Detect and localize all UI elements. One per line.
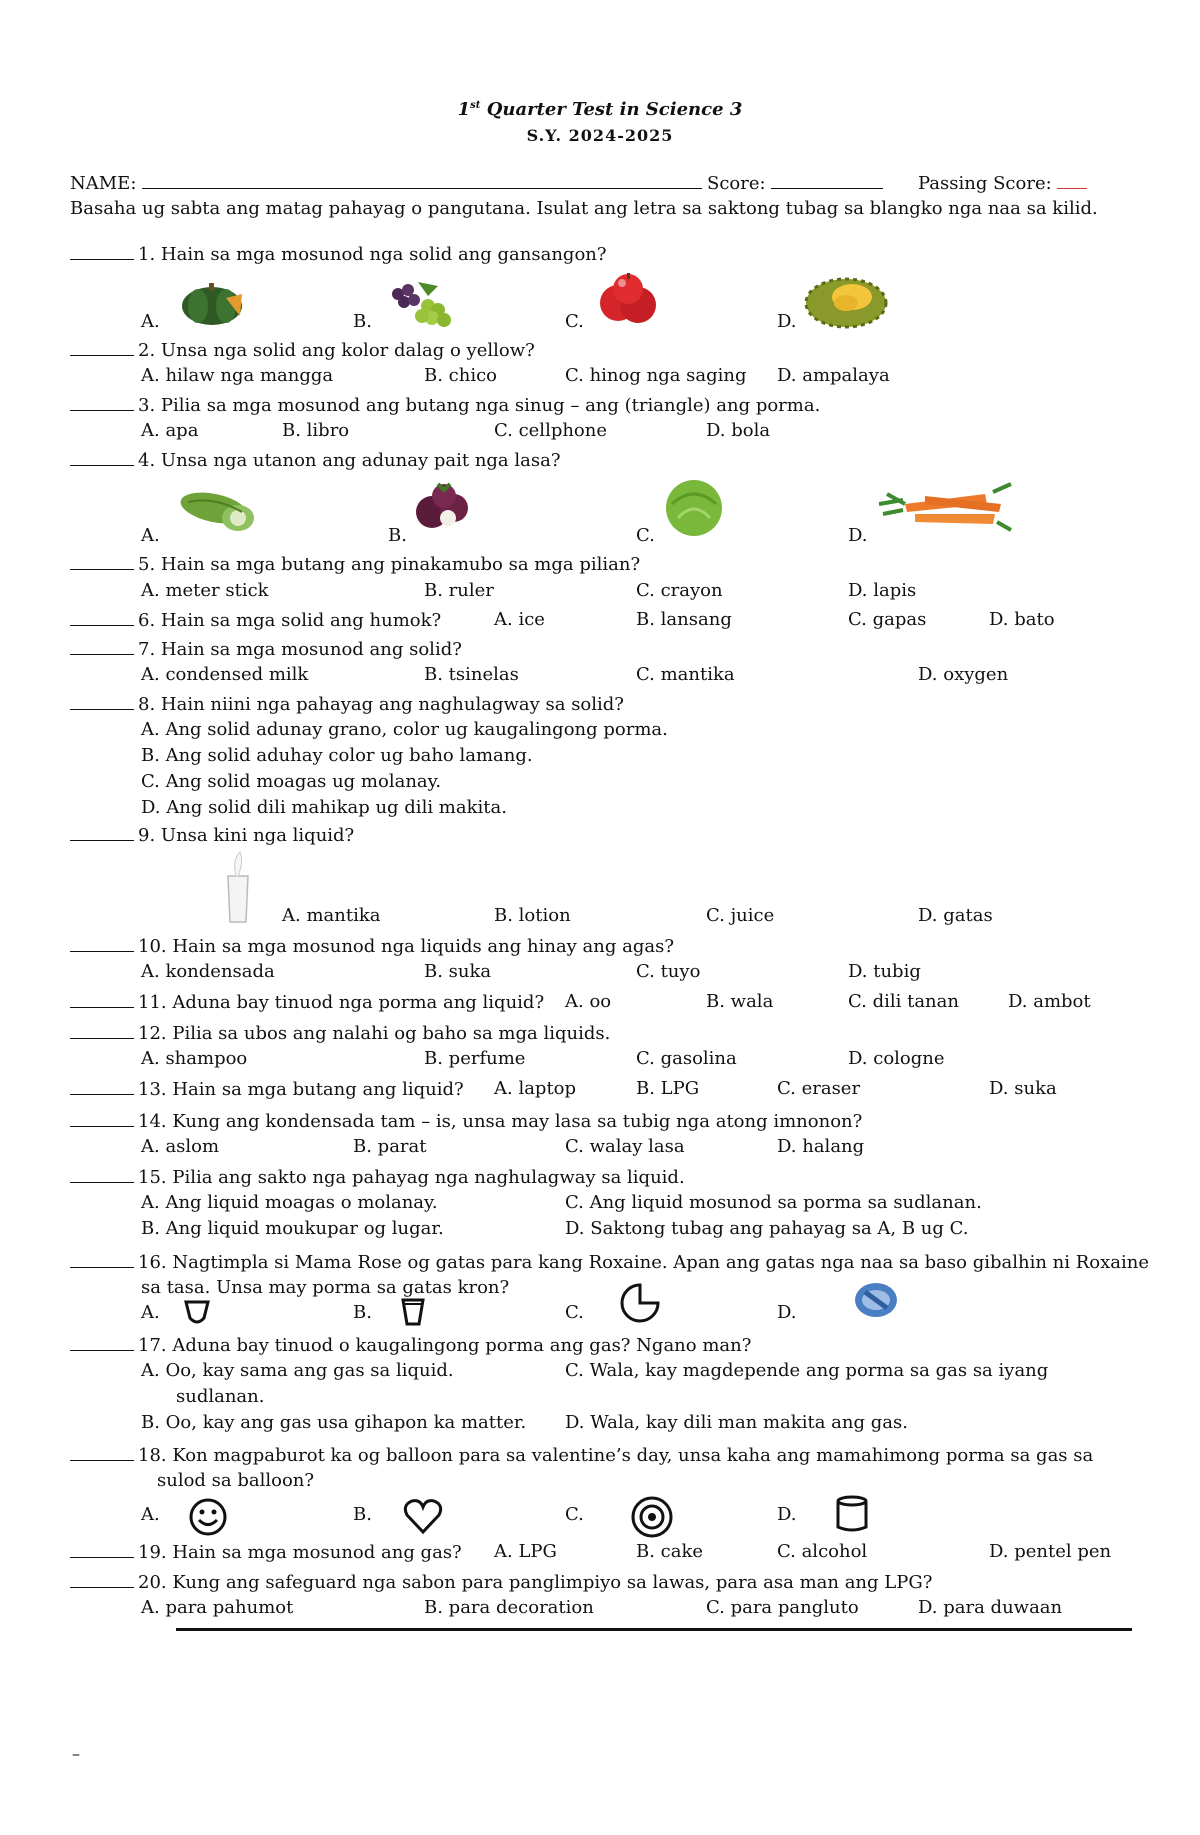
smiley-face-icon [188,1497,228,1537]
q17-option-d: D. Wala, kay dili man makita ang gas. [565,1412,908,1433]
q18-option-c: C. [565,1504,584,1525]
cup-shape-icon [182,1298,212,1328]
q5-option-b: B. ruler [424,580,494,601]
q14-option-b: B. parat [353,1136,427,1157]
q6-option-a: A. ice [494,609,545,630]
q7-option-a: A. condensed milk [141,664,309,685]
pie-shape-icon [618,1281,662,1325]
q8-option-d: D. Ang solid dili mahikap ug dili makita. [141,797,507,818]
question-13: 13. Hain sa mga butang ang liquid? [70,1078,464,1101]
q14-option-d: D. halang [777,1136,865,1157]
q1-option-b: B. [353,311,372,332]
bitter-gourd-image [178,482,262,538]
q9-option-a: A. mantika [282,905,381,926]
q11-option-c: C. dili tanan [848,991,959,1012]
q14-option-a: A. aslom [141,1136,220,1157]
q15-option-a: A. Ang liquid moagas o molanay. [141,1192,438,1213]
q12-option-b: B. perfume [424,1048,526,1069]
q1-option-d: D. [777,311,797,332]
question-8: 8. Hain niini nga pahayag ang naghulagway sa solid? [70,693,624,716]
mangosteen-image [408,476,480,536]
q19-option-c: C. alcohol [777,1541,868,1562]
q13-option-d: D. suka [989,1078,1057,1099]
q15-option-c: C. Ang liquid mosunod sa porma sa sudlanan. [565,1192,982,1213]
q16-option-d: D. [777,1302,797,1323]
q17-option-a: A. Oo, kay sama ang gas sa liquid. [141,1360,454,1381]
question-3: 3. Pilia sa mga mosunod ang butang nga sinug – ang (triangle) ang porma. [70,394,820,417]
q18-option-d: D. [777,1504,797,1525]
q4-option-c: C. [636,525,655,546]
durian-image [800,271,892,331]
score-field: Score: [707,172,887,195]
q17-option-a-cont: sudlanan. [176,1386,265,1407]
q8-option-a: A. Ang solid adunay grano, color ug kaugalingong porma. [141,719,668,740]
q6-option-d: D. bato [989,609,1055,630]
q13-option-b: B. LPG [636,1078,700,1099]
question-4: 4. Unsa nga utanon ang adunay pait nga lasa? [70,449,561,472]
q9-option-d: D. gatas [918,905,993,926]
q3-option-a: A. apa [141,420,199,441]
q11-option-b: B. wala [706,991,774,1012]
concentric-circle-icon [630,1495,674,1539]
question-10: 10. Hain sa mga mosunod nga liquids ang hinay ang agas? [70,935,674,958]
instructions: Basaha ug sabta ang matag pahayag o pangutana. Isulat ang letra sa saktong tubag sa blangko nga naa sa kilid. [70,198,1098,219]
q16-option-c: C. [565,1302,584,1323]
end-divider [176,1628,1132,1631]
question-18: 18. Kon magpaburot ka og balloon para sa valentine’s day, unsa kaha ang mamahimong porma sa gas sa [70,1444,1093,1467]
q7-option-d: D. oxygen [918,664,1009,685]
q4-option-a: A. [141,525,160,546]
grapes-image [378,276,464,330]
q18-option-b: B. [353,1504,372,1525]
question-18-cont: sulod sa balloon? [157,1470,315,1491]
q4-option-b: B. [388,525,407,546]
question-15: 15. Pilia ang sakto nga pahayag nga naghulagway sa liquid. [70,1166,685,1189]
q13-option-a: A. laptop [494,1078,577,1099]
question-5: 5. Hain sa mga butang ang pinakamubo sa mga pilian? [70,553,640,576]
question-16: 16. Nagtimpla si Mama Rose og gatas para kang Roxaine. Apan ang gatas nga naa sa baso gibalhin ni Roxaine [70,1251,1149,1274]
q8-option-c: C. Ang solid moagas ug molanay. [141,771,442,792]
q10-option-d: D. tubig [848,961,921,982]
question-1: 1. Hain sa mga mosunod nga solid ang gansangon? [70,243,607,266]
question-9: 9. Unsa kini nga liquid? [70,824,354,847]
question-16-cont: sa tasa. Unsa may porma sa gatas kron? [141,1277,510,1298]
q15-option-b: B. Ang liquid moukupar og lugar. [141,1218,444,1239]
q14-option-c: C. walay lasa [565,1136,685,1157]
carrots-image [875,474,1015,540]
q18-option-a: A. [141,1504,160,1525]
q12-option-c: C. gasolina [636,1048,737,1069]
school-year: S.Y. 2024-2025 [526,126,674,145]
q17-option-b: B. Oo, kay ang gas usa gihapon ka matter. [141,1412,527,1433]
q1-option-a: A. [141,311,160,332]
squash-image [176,276,248,328]
name-field: NAME: [70,172,706,195]
q11-option-d: D. ambot [1008,991,1091,1012]
q16-option-b: B. [353,1302,372,1323]
q5-option-a: A. meter stick [141,580,269,601]
q8-option-b: B. Ang solid aduhay color ug baho lamang. [141,745,533,766]
question-14: 14. Kung ang kondensada tam – is, unsa may lasa sa tubig nga atong imnonon? [70,1110,862,1133]
q2-option-a: A. hilaw nga mangga [141,365,334,386]
q2-option-b: B. chico [424,365,498,386]
q20-option-a: A. para pahumot [141,1597,294,1618]
q7-option-b: B. tsinelas [424,664,519,685]
apples-image [592,271,664,327]
q4-option-d: D. [848,525,868,546]
q9-option-c: C. juice [706,905,775,926]
question-17: 17. Aduna bay tinuod o kaugalingong porma ang gas? Ngano man? [70,1334,751,1357]
q19-option-d: D. pentel pen [989,1541,1112,1562]
question-6: 6. Hain sa mga solid ang humok? [70,609,441,632]
q2-option-d: D. ampalaya [777,365,890,386]
test-title: 1st Quarter Test in Science 3 [457,99,743,120]
q6-option-c: C. gapas [848,609,927,630]
no-sign-icon [852,1280,900,1320]
q20-option-b: B. para decoration [424,1597,594,1618]
heart-shape-icon [402,1496,444,1536]
q3-option-b: B. libro [282,420,350,441]
q20-option-c: C. para pangluto [706,1597,859,1618]
q7-option-c: C. mantika [636,664,735,685]
q13-option-c: C. eraser [777,1078,861,1099]
q3-option-d: D. bola [706,420,771,441]
q19-option-a: A. LPG [494,1541,557,1562]
q3-option-c: C. cellphone [494,420,608,441]
q5-option-d: D. lapis [848,580,917,601]
q6-option-b: B. lansang [636,609,732,630]
footer-mark: – [72,1744,80,1763]
q17-option-c: C. Wala, kay magdepende ang porma sa gas sa iyang [565,1360,1049,1381]
q19-option-b: B. cake [636,1541,704,1562]
cabbage-image [658,474,730,538]
q11-option-a: A. oo [565,991,612,1012]
passing-score-field: Passing Score: [918,172,1091,195]
glass-shape-icon [400,1296,426,1328]
question-12: 12. Pilia sa ubos ang nalahi og baho sa mga liquids. [70,1022,610,1045]
q9-option-b: B. lotion [494,905,571,926]
q12-option-a: A. shampoo [141,1048,248,1069]
q10-option-c: C. tuyo [636,961,701,982]
cylinder-shape-icon [834,1494,870,1534]
question-2: 2. Unsa nga solid ang kolor dalag o yellow? [70,339,535,362]
q5-option-c: C. crayon [636,580,723,601]
q10-option-b: B. suka [424,961,492,982]
q2-option-c: C. hinog nga saging [565,365,747,386]
question-19: 19. Hain sa mga mosunod ang gas? [70,1541,462,1564]
q10-option-a: A. kondensada [141,961,275,982]
q15-option-d: D. Saktong tubag ang pahayag sa A, B ug C. [565,1218,969,1239]
question-7: 7. Hain sa mga mosunod ang solid? [70,638,462,661]
q1-option-c: C. [565,311,584,332]
q16-option-a: A. [141,1302,160,1323]
question-20: 20. Kung ang safeguard nga sabon para panglimpiyo sa lawas, para asa man ang LPG? [70,1571,932,1594]
question-11: 11. Aduna bay tinuod nga porma ang liquid? [70,991,544,1014]
milk-glass-image [218,850,258,926]
q12-option-d: D. cologne [848,1048,945,1069]
q20-option-d: D. para duwaan [918,1597,1063,1618]
